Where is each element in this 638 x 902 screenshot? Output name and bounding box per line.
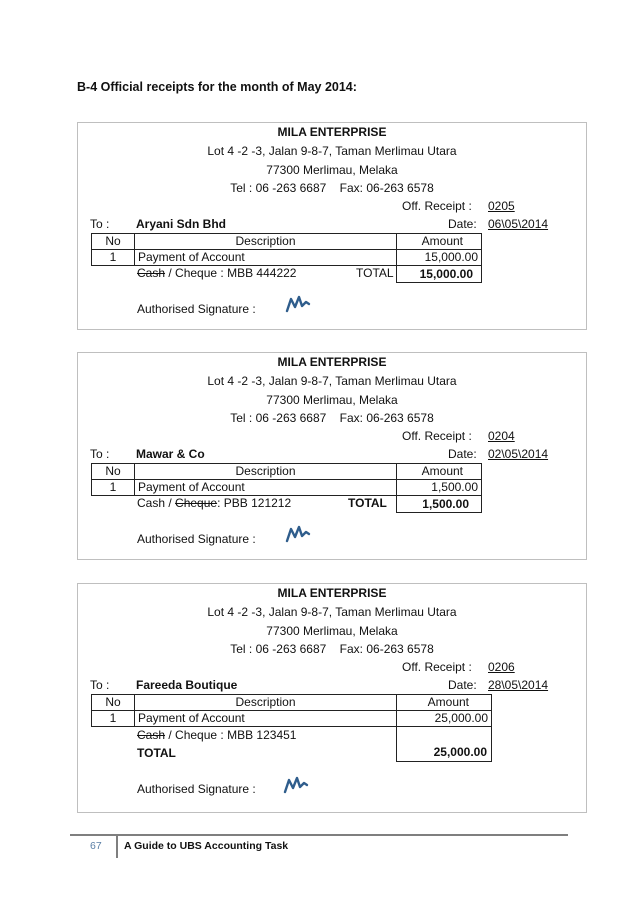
company-phone: Tel : 06 -263 6687 — [230, 181, 327, 195]
company-fax: Fax: 06-263 6578 — [339, 181, 434, 195]
customer-name: Fareeda Boutique — [136, 678, 238, 692]
company-address-line1: Lot 4 -2 -3, Jalan 9-8-7, Taman Merlimau Utara — [207, 144, 457, 158]
customer-name: Mawar & Co — [136, 447, 205, 461]
payment-separator: / — [165, 728, 176, 742]
payment-separator: / — [165, 496, 176, 510]
page-number: 67 — [90, 840, 102, 852]
total-label: TOTAL — [137, 746, 176, 760]
to-label: To : — [90, 447, 110, 461]
item-description: Payment of Account — [134, 710, 397, 727]
receipt-0205 — [77, 122, 587, 330]
company-address-line1: Lot 4 -2 -3, Jalan 9-8-7, Taman Merlimau Utara — [207, 605, 457, 619]
company-address-line2: 77300 Merlimau, Melaka — [266, 393, 398, 407]
company-phone: Tel : 06 -263 6687 — [230, 642, 327, 656]
item-description: Payment of Account — [134, 479, 397, 496]
payment-cheque: Cheque — [175, 266, 218, 280]
description-divider — [134, 726, 397, 727]
header-no: No — [91, 233, 135, 250]
company-phone: Tel : 06 -263 6687 — [230, 411, 327, 425]
date-label: Date: — [448, 217, 477, 231]
signature-mark — [282, 774, 310, 796]
payment-cheque: Cheque — [175, 728, 218, 742]
item-no: 1 — [91, 710, 135, 727]
payment-method — [137, 728, 296, 742]
total-value: 25,000.00 — [433, 745, 487, 759]
company-name: MILA ENTERPRISE — [277, 586, 387, 600]
payment-cheque: Cheque — [175, 496, 218, 510]
payment-reference: : MBB 444222 — [217, 266, 297, 280]
authorised-signature-label: Authorised Signature : — [137, 532, 256, 546]
signature-mark — [284, 523, 312, 545]
header-description: Description — [134, 463, 397, 480]
authorised-signature-label: Authorised Signature : — [137, 782, 256, 796]
footer-title: A Guide to UBS Accounting Task — [124, 840, 289, 852]
item-amount: 1,500.00 — [396, 479, 482, 496]
header-description: Description — [134, 694, 397, 711]
payment-cash: Cash — [137, 496, 166, 510]
payment-method — [137, 266, 296, 280]
to-label: To : — [90, 217, 110, 231]
company-contact — [78, 642, 586, 656]
item-amount: 25,000.00 — [396, 710, 492, 727]
payment-method — [137, 496, 291, 510]
footer-rule — [70, 834, 568, 836]
footer-divider — [116, 836, 118, 858]
header-no: No — [91, 694, 135, 711]
company-fax: Fax: 06-263 6578 — [339, 411, 434, 425]
page-heading: B-4 Official receipts for the month of May 2014: — [77, 80, 357, 94]
date-label: Date: — [448, 447, 477, 461]
item-no: 1 — [91, 479, 135, 496]
payment-reference: : MBB 123451 — [217, 728, 297, 742]
header-no: No — [91, 463, 135, 480]
header-amount: Amount — [396, 463, 482, 480]
company-address-line2: 77300 Merlimau, Melaka — [266, 163, 398, 177]
company-contact — [78, 411, 586, 425]
off-receipt-label: Off. Receipt : — [402, 199, 472, 213]
company-contact — [78, 181, 586, 195]
receipt-number: 0206 — [488, 660, 515, 674]
total-label: TOTAL — [356, 266, 394, 280]
receipt-date: 02\05\2014 — [488, 447, 549, 461]
receipt-0204 — [77, 352, 587, 560]
off-receipt-label: Off. Receipt : — [402, 429, 472, 443]
payment-separator: / — [165, 266, 176, 280]
receipt-date: 28\05\2014 — [488, 678, 549, 692]
header-amount: Amount — [396, 233, 482, 250]
off-receipt-label: Off. Receipt : — [402, 660, 472, 674]
header-amount: Amount — [396, 694, 492, 711]
receipt-date: 06\05\2014 — [488, 217, 549, 231]
authorised-signature-label: Authorised Signature : — [137, 302, 256, 316]
date-label: Date: — [448, 678, 477, 692]
total-amount — [396, 726, 492, 762]
payment-cash: Cash — [137, 266, 166, 280]
total-label: TOTAL — [348, 496, 387, 510]
header-description: Description — [134, 233, 397, 250]
company-address-line2: 77300 Merlimau, Melaka — [266, 624, 398, 638]
payment-reference: : PBB 121212 — [217, 496, 292, 510]
payment-cash: Cash — [137, 728, 166, 742]
signature-mark — [284, 293, 312, 315]
company-fax: Fax: 06-263 6578 — [339, 642, 434, 656]
to-label: To : — [90, 678, 110, 692]
receipt-0206 — [77, 583, 587, 813]
company-name: MILA ENTERPRISE — [277, 355, 387, 369]
company-name: MILA ENTERPRISE — [277, 125, 387, 139]
receipt-number: 0204 — [488, 429, 515, 443]
item-description: Payment of Account — [134, 249, 397, 266]
company-address-line1: Lot 4 -2 -3, Jalan 9-8-7, Taman Merlimau Utara — [207, 374, 457, 388]
receipt-number: 0205 — [488, 199, 515, 213]
total-amount: 15,000.00 — [396, 265, 482, 283]
customer-name: Aryani Sdn Bhd — [136, 217, 227, 231]
item-no: 1 — [91, 249, 135, 266]
item-amount: 15,000.00 — [396, 249, 482, 266]
total-amount: 1,500.00 — [396, 495, 482, 513]
